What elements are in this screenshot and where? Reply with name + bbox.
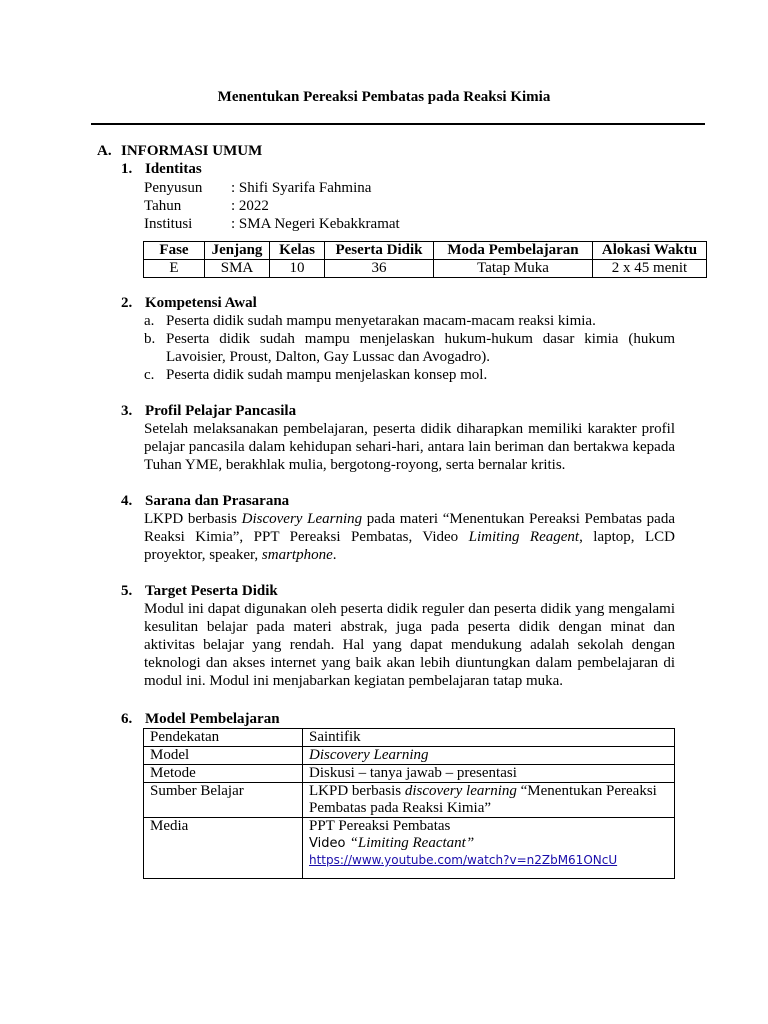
- metode-value: Diskusi – tanya jawab – presentasi: [303, 765, 675, 783]
- section-a-label: INFORMASI UMUM: [121, 143, 263, 159]
- kompetensi-awal-heading: [121, 294, 257, 312]
- model-pembelajaran-table: [143, 728, 675, 879]
- model-pembelajaran-heading: [121, 710, 280, 728]
- list-text: Peserta didik sudah mampu menjelaskan hukum-hukum dasar kimia (hukum Lavoisier, Proust, Dalton, Gay Lussac dan Avogadro).: [166, 331, 675, 365]
- table-row: [144, 747, 675, 765]
- tahun-key: Tahun: [144, 198, 182, 214]
- sarana-italic: smartphone: [261, 547, 333, 563]
- table-row: [144, 729, 675, 747]
- header-kelas: Kelas: [270, 242, 325, 260]
- identitas-table: [143, 241, 707, 278]
- penyusun-row: [144, 179, 371, 197]
- section-a-heading: [97, 142, 262, 160]
- pendekatan-label: Pendekatan: [144, 729, 303, 747]
- cell-jenjang: SMA: [205, 260, 270, 278]
- pendekatan-value: Saintifik: [303, 729, 675, 747]
- institusi-key: Institusi: [144, 216, 193, 232]
- media-ppt: PPT Pereaksi Pembatas: [309, 818, 451, 834]
- media-value: [303, 818, 675, 879]
- header-jenjang: Jenjang: [205, 242, 270, 260]
- sumber-italic: discovery learning: [404, 783, 517, 799]
- sumber-text: “Menentukan Pereaksi Pembatas pada Reaksi Kimia”: [309, 783, 657, 816]
- table-row: [144, 818, 675, 879]
- institusi-row: [144, 215, 400, 233]
- sarana-italic: Discovery Learning: [241, 511, 363, 527]
- media-label: Media: [144, 818, 303, 879]
- list-text: Peserta didik sudah mampu menyetarakan macam-macam reaksi kimia.: [166, 313, 596, 329]
- sarana-number: 4.: [121, 493, 133, 509]
- identitas-table-header: [144, 242, 707, 260]
- list-item: [144, 366, 675, 384]
- sumber-belajar-label: Sumber Belajar: [144, 783, 303, 818]
- sarana-italic: Limiting Reagent: [468, 529, 580, 545]
- cell-moda-pembelajaran: Tatap Muka: [434, 260, 593, 278]
- list-item: [144, 330, 675, 366]
- sarana-paragraph: [144, 510, 675, 564]
- target-paragraph: Modul ini dapat digunakan oleh peserta didik reguler dan peserta didik yang mengalami kesulitan belajar pada materi abstrak, juga pada peserta didik dengan minat dan aktivitas belajar yang rendah. Hal yang dapat mendukung adalah sekolah dengan teknologi dan akses internet yang baik akan lebih diuntungkan dalam pembelajaran di modul ini. Modul ini menjabarkan kegiatan pembelajaran tatap muka.: [144, 601, 675, 689]
- header-alokasi-waktu: Alokasi Waktu: [593, 242, 707, 260]
- institusi-value: : SMA Negeri Kebakkramat: [231, 216, 400, 232]
- target-label: Target Peserta Didik: [145, 583, 278, 599]
- model-label-cell: Model: [144, 747, 303, 765]
- list-marker: a.: [144, 313, 155, 329]
- list-marker: b.: [144, 331, 156, 347]
- sumber-text: LKPD berbasis: [309, 783, 405, 799]
- sarana-text: pada materi “Menentukan Pereaksi Pembatas pada Reaksi Kimia”, PPT Pereaksi Pembatas, Video: [144, 511, 676, 545]
- table-row: [144, 765, 675, 783]
- sarana-heading: [121, 492, 289, 510]
- sarana-text: .: [332, 547, 337, 563]
- identitas-heading: [121, 160, 202, 178]
- header-fase: Fase: [144, 242, 205, 260]
- sarana-text: , laptop, LCD proyektor, speaker,: [144, 529, 675, 563]
- kompetensi-number: 2.: [121, 295, 133, 311]
- target-heading: [121, 582, 278, 600]
- document-title: Menentukan Pereaksi Pembatas pada Reaksi Kimia: [217, 89, 551, 105]
- list-text: Peserta didik sudah mampu menjelaskan konsep mol.: [166, 367, 488, 383]
- cell-alokasi-waktu: 2 x 45 menit: [593, 260, 707, 278]
- identitas-label: Identitas: [145, 161, 202, 177]
- cell-peserta-didik: 36: [325, 260, 434, 278]
- identitas-number: 1.: [121, 161, 133, 177]
- model-value: [303, 747, 675, 765]
- sumber-belajar-value: [303, 783, 675, 818]
- kompetensi-label: Kompetensi Awal: [145, 295, 257, 311]
- title-divider: [91, 123, 705, 125]
- header-moda-pembelajaran: Moda Pembelajaran: [434, 242, 593, 260]
- penyusun-value: : Shifi Syarifa Fahmina: [231, 180, 372, 196]
- metode-label: Metode: [144, 765, 303, 783]
- profil-label: Profil Pelajar Pancasila: [145, 403, 297, 419]
- header-peserta-didik: Peserta Didik: [325, 242, 434, 260]
- cell-fase: E: [144, 260, 205, 278]
- profil-number: 3.: [121, 403, 133, 419]
- target-number: 5.: [121, 583, 133, 599]
- media-video-title: “Limiting Reactant”: [349, 835, 475, 851]
- profil-pelajar-heading: [121, 402, 296, 420]
- media-video-prefix: Video: [309, 836, 350, 851]
- penyusun-key: Penyusun: [144, 180, 203, 196]
- identitas-table-row: [144, 260, 707, 278]
- tahun-row: [144, 197, 269, 215]
- list-marker: c.: [144, 367, 155, 383]
- model-value-text: Discovery Learning: [309, 747, 429, 763]
- cell-kelas: 10: [270, 260, 325, 278]
- model-number: 6.: [121, 711, 133, 727]
- model-label: Model Pembelajaran: [145, 711, 280, 727]
- tahun-value: : 2022: [231, 198, 269, 214]
- media-video: [309, 835, 668, 852]
- sarana-label: Sarana dan Prasarana: [145, 493, 290, 509]
- list-item: [144, 312, 675, 330]
- sarana-text: LKPD berbasis: [144, 511, 242, 527]
- youtube-link[interactable]: https://www.youtube.com/watch?v=n2ZbM61ONcU: [309, 853, 618, 867]
- section-a-letter: A.: [97, 143, 112, 159]
- table-row: [144, 783, 675, 818]
- profil-paragraph: Setelah melaksanakan pembelajaran, peserta didik diharapkan memiliki karakter profil pelajar pancasila dalam kehidupan sehari-hari, antara lain beriman dan bertakwa kepada Tuhan YME, berakhlak mulia, bergotong-royong, serta bernalar kritis.: [144, 421, 675, 473]
